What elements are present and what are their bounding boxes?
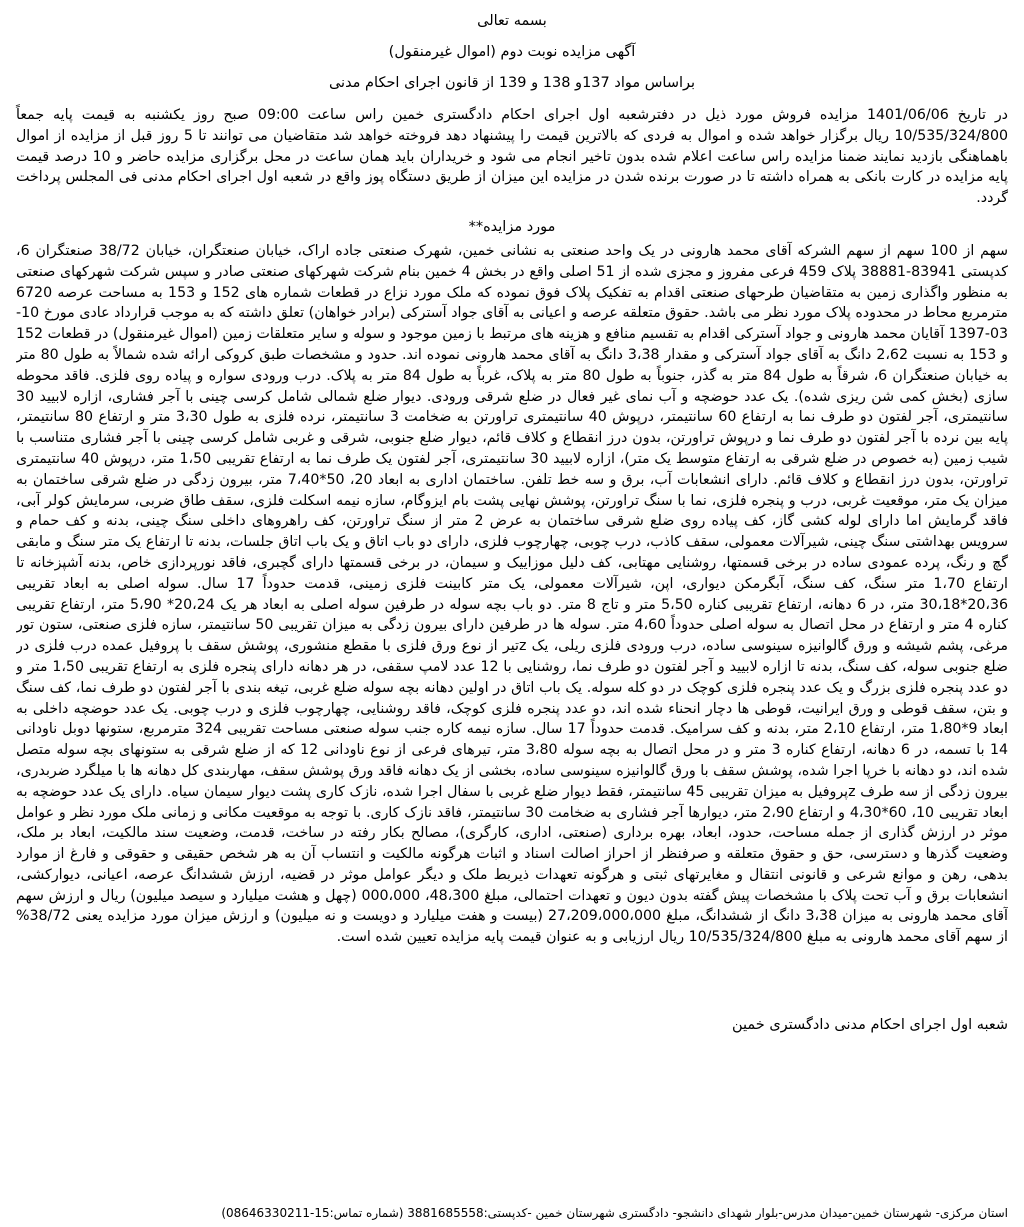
notice-header (16, 6, 1008, 99)
subject-heading: مورد مزایده** (468, 218, 556, 235)
issuing-office-signature: شعبه اول اجرای احکام مدنی دادگستری خمین (731, 1016, 1008, 1033)
intro-paragraph: در تاریخ 1401/06/06 مزایده فروش مورد ذیل در دفترشعبه اول اجرای احکام دادگستری خمین راس ساعت 09:00 صبح روز یکشنبه به قیمت پایه جمعاً 10/535/324/800 ریال برگزار خواهد شده و اموال به فردی که بالاترین قیمت را پیشنهاد دهد فروخته خواهد شد متقاضیان می توانند تا 5 روز قبل از مزایده از اموال باهماهنگی بازدید نمایند ضمنا مزایده راس ساعت اعلام شده بدون تاخیر انجام می شود و خریداران باید همان ساعت در محل برگزاری مزایده حاضر و 10 درصد قیمت پایه مزایده در کارت بانکی به همراه داشته تا در صورت برنده شدن در مزایده این میزان از طریق دستگاه پوز واقع در شعبه اول اجرای احکام مدنی فی المجلس پرداخت گردد. (16, 107, 1009, 207)
legal-basis: براساس مواد 137و 138 و 139 از قانون اجرای احکام مدنی (328, 75, 696, 91)
auction-notice-page (12, 0, 1012, 1227)
office-address: استان مرکزی- شهرستان خمین-میدان مدرس-بلوار شهدای دانشجو- دادگستری شهرستان خمین -کدپستی:3881685558 (شماره تماس:15-08646330211) (221, 1206, 1008, 1220)
notice-title: آگهی مزایده نوبت دوم (اموال غیرمنقول) (388, 44, 636, 60)
property-description: سهم از 100 سهم از سهم الشرکه آقای محمد هارونی در یک واحد صنعتی به نشانی خمین، شهرک صنعتی جاده اراک، خیابان صنعتگران، خیابان 38/72 صنعتگران 6، کدپستی 83941-38881 پلاک 459 فرعی مفروز و مجزی شده از 51 اصلی واقع در بخش 4 خمین بنام شرکت شهرکهای صنعتی صادر و سپس شرکت شهرکهای صنعتی به منظور واگذاری زمین به متقاضیان طرحهای صنعتی اقدام به تفکیک پلاک فوق نموده که ملک مورد نزاع در قطعات شماره های 152 و 153 به مساحت عرصه 6720 مترمربع محاط در محدوده پلاک مورد نظر می باشد. حقوق متعلقه عرصه و اعیانی به آقای جواد آسترکی (برادر خواهان) تعلق داشته که به موجب قرارداد عادی مورخ 10-03-1397 آقایان محمد هارونی و جواد آسترکی اقدام به تقسیم منافع و هزینه های مرتبط با زمین موجود و سوله و سایر متعلقات زمین (اموال غیرمنقول) در قطعات 152 و 153 به نسبت 2،62 دانگ به آقای جواد آسترکی و مقدار 3،38 دانگ به آقای محمد هارونی نموده اند. حدود و مشخصات طبق کروکی ارائه شده شمالاً به طول 80 متر به خیابان صنعتگران 6، شرقاً به طول 84 متر به گذر، جنوباً به طول 80 متر به پلاک، غرباً به طول 84 متر به پلاک. درب ورودی سواره و پیاده روی فلزی. فاقد محوطه سازی (بخش کمی شن ریزی شده). یک عدد حوضچه و آب نمای غیر فعال در ضلع شرقی ورودی. دیوار ضلع شمالی شامل کرسی چینی با آجر فشاری، ازاره لابیید 30 سانتیمتری، آجر لفتون دو طرف نما به ارتفاع 60 سانتیمتر، درپوش 40 سانتیمتری تراورتن به ضخامت 3 سانتیمتر، نرده فلزی به طول 3،30 متر و ارتفاع 80 سانتیمتر، پایه بین نرده با آجر لفتون دو طرف نما و درپوش تراورتن، بدون درز انقطاع و کلاف قائم، دیوار ضلع جنوبی، شرقی و غربی شامل کرسی چینی با آجر فشاری متناسب با شیب زمین (به خصوص در ضلع شرقی به ارتفاع متوسط یک متر)، ازاره لابیید 30 سانتیمتری، آجر لفتون یک طرف نما به ارتفاع تقریبی 1،50 متر، درپوش 40 سانتیمتری تراورتن، بدون درز انقطاع و کلاف قائم. دارای انشعابات آب، برق و سه خط تلفن. ساختمان اداری به ابعاد 20، 50*7،40 متر، بیرون زدگی در ضلع شرقی ساختمان به میزان یک متر، موقعیت غربی، درب و پنجره فلزی، نما با سنگ تراورتن، پوشش نهایی پشت بام ایزوگام، سازه نیمه اسکلت فلزی، سقف طاق ضربی، سرمایش کولر آبی، فاقد گرمایش اما دارای لوله کشی گاز، کف پیاده روی ضلع شرقی ساختمان به عرض 2 متر از سنگ تراورتن، کف راهروهای داخلی سنگ چینی، بدنه و کف حمام و سرویس بهداشتی سنگ چینی، شیرآلات معمولی، سقف کاذب، درب چوبی، چهارچوب فلزی، دارای دو باب اتاق و یک باب اتاق جلسات، بدنه تا ارتفاع یک متر سنگ و مابقی گچ و رنگ، پرده عمودی ساده در برخی قسمتها، روشنایی مهتابی، کف دلیل موزاییک و سیمان، در برخی قسمتها دارای گچبری، فاقد نورپردازی خاص، بدنه آشپزخانه تا ارتفاع 1،70 متر سنگ، کف سنگ، آبگرمکن دیواری، اپن، شیرآلات معمولی، یک متر کابینت فلزی زمینی، قدمت حدوداً 17 سال. سوله اصلی به ابعاد تقریبی 20،36*30،18 متر، در 6 دهانه، ارتفاع تقریبی کناره 5،50 متر و تاج 8 متر. دو باب بچه سوله در طرفین سوله اصلی به ابعاد هر یک 20،24* 5،90 متر، ارتفاع تقریبی کناره 4 متر و ارتفاع در محل اتصال به سوله اصلی حدوداً 4،60 متر. سوله ها در طرفین دارای بیرون زدگی به میزان تقریبی 50 سانتیمتر، سازه فلزی صنعتی، ستون تور مرغی، پشم شیشه و ورق گالوانیزه سینوسی ساده، درب ورودی فلزی ریلی، یک zتیر از نوع ورق فلزی با مقطع منشوری، پوشش سقف با پروفیل عمده درب فلزی در ضلع جنوبی سوله، کف سنگ، بدنه تا ازاره لابیید و آجر لفتون دو طرف نما، روشنایی با 12 عدد لامپ سقفی، در هر دهانه دارای پنجره فلزی به ارتفاع تقریبی 1،50 متر و دو عدد پنجره فلزی بزرگ و یک عدد پنجره فلزی کوچک در دو کله سوله. یک باب اتاق در اولین دهانه بچه سوله ضلع غربی، تیغه بندی با آجر لفتون دو طرف نما، کف سنگ و بتن، سقف قوطی و ورق ایرانیت، قوطی ها دچار انحناء شده اند، دو عدد پنجره فلزی کوچک، فاقد روشنایی، چهارچوب فلزی و درب چوبی. یک عدد حوضچه داخلی به ابعاد 9*1،80 متر، ارتفاع 2،10 متر، بدنه و کف سرامیک. قدمت حدوداً 17 سال. سازه نیمه کاره جنب سوله صنعتی مساحت تقریبی 324 مترمربع، ستونها دوبل ناودانی 14 با تسمه، در 6 دهانه، ارتفاع کناره 3 متر و در محل اتصال به بچه سوله 3،80 متر، تیرهای فرعی از نوع ناودانی 12 که از ضلع شرقی به ستونهای بچه سوله متصل شده اند، دو دهانه با خرپا اجرا شده، پوشش سقف با ورق گالوانیزه سینوسی ساده، بخشی از یک دهانه فاقد ورق پوشش سقف، مهاربندی کل دهانه ها با میلگرد ضربدری، بیرون زدگی از سه طرف zپروفیل به میزان تقریبی 45 سانتیمتر، فقط دیوار ضلع غربی با سفال اجرا شده، نازک کاری پشت دیوار سیمان سیاه. دارای یک عدد حوضچه به ابعاد تقریبی 10، 60*4،30 و ارتفاع 2،90 متر، دیوارها آجر فشاری به ضخامت 30 سانتیمتر، فاقد نازک کاری. با توجه به موقعیت مکانی و زمانی ملک مورد نظر و عوامل موثر در ارزش گذاری از جمله مساحت، حدود، ابعاد، بهره برداری (صنعتی، اداری، کارگری)، مصالح بکار رفته در ساخت، قدمت، وضعیت سند مالکیت، ابعاد بر ملک، وضعیت گذرها و دسترسی، حق و حقوق متعلقه و صرفنظر از احراز اصالت اسناد و اثبات هرگونه مالکیت و انتساب آن به هر شخص حقیقی و حقوقی و فارغ از موارد بدهی، رهن و موانع شرعی و قانونی انتقال و مغایرتهای ثبتی و هرگونه تعهدات ذیربط ملک و دیگر عوامل موثر در قضیه، ارزش ششدانگ عرصه، اعیانی، دیوارکشی، انشعابات برق و آب تحت پلاک با مشخصات پیش گفته بدون دیون و تعهدات احتمالی، مبلغ 48،300، 000،000 (چهل و هشت میلیارد و سیصد میلیون) ریال و ارزش سهم آقای محمد هارونی به میزان 3،38 دانگ از ششدانگ، مبلغ 27،209،000،000 (بیست و هفت میلیارد و دویست و نه میلیون) و ارزش میزان مورد مزایده یعنی 38/72% از سهم آقای محمد هارونی به مبلغ 10/535/324/800 ریال ارزیابی و به عنوان قیمت پایه مزایده تعیین شده است. (16, 242, 1008, 946)
bismillah: بسمه تعالی (477, 13, 547, 29)
